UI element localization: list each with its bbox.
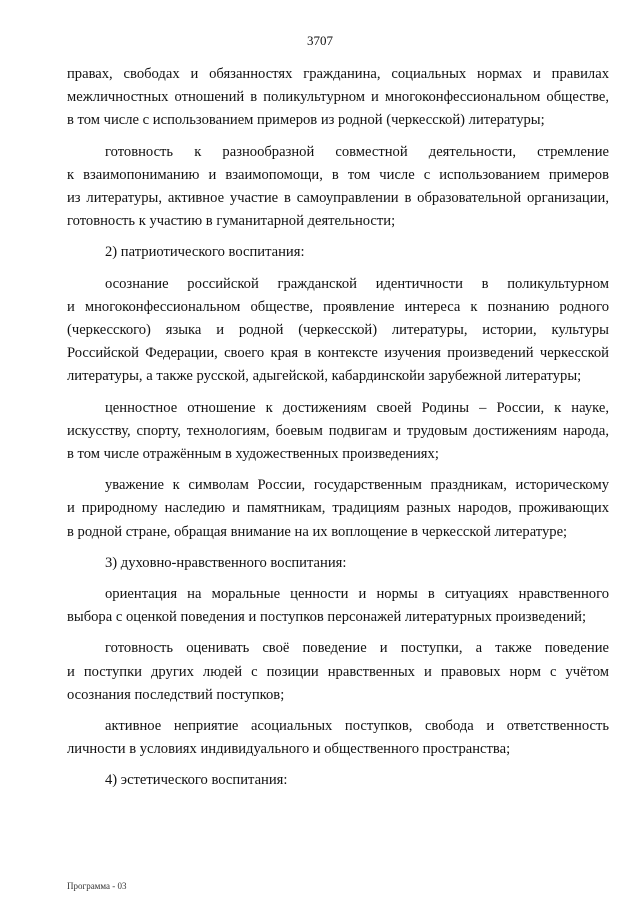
paragraph bbox=[67, 397, 609, 467]
paragraph bbox=[67, 63, 609, 133]
text-line: из литературы, активное участие в самоуправлении в образовательной организации, bbox=[67, 190, 609, 207]
paragraph bbox=[67, 474, 609, 544]
section-heading bbox=[67, 241, 609, 264]
paragraph bbox=[67, 715, 609, 761]
text-line: готовность к разнообразной совместной деятельности, стремление bbox=[105, 143, 609, 160]
text-line: активное неприятие асоциальных поступков, свобода и ответственность bbox=[105, 718, 609, 735]
paragraph bbox=[67, 141, 609, 234]
text-line: 3) духовно-нравственного воспитания: bbox=[105, 554, 347, 571]
text-line: межличностных отношений в поликультурном и многоконфессиональном обществе, bbox=[67, 89, 609, 106]
text-line: литературы, а также русской, адыгейской, кабардинскойи зарубежной литературы; bbox=[67, 368, 582, 385]
text-line: искусству, спорту, технологиям, боевым подвигам и трудовым достижениям народа, bbox=[67, 422, 609, 439]
text-line: уважение к символам России, государственным праздникам, историческому bbox=[105, 477, 609, 494]
text-line: личности в условиях индивидуального и общественного пространства; bbox=[67, 741, 511, 758]
section-heading bbox=[67, 552, 609, 575]
paragraph bbox=[67, 273, 609, 389]
text-line: ориентация на моральные ценности и нормы в ситуациях нравственного bbox=[105, 586, 609, 603]
text-line: готовность оценивать своё поведение и поступки, а также поведение bbox=[105, 640, 609, 657]
text-line: в том числе отражённым в художественных произведениях; bbox=[67, 446, 439, 463]
paragraph bbox=[67, 583, 609, 629]
section-heading bbox=[67, 769, 609, 792]
text-line: в том числе с использованием примеров из родной (черкесской) литературы; bbox=[67, 112, 545, 129]
text-line: ценностное отношение к достижениям своей Родины – России, к науке, bbox=[105, 399, 609, 416]
text-line: готовность к участию в гуманитарной деятельности; bbox=[67, 213, 396, 230]
text-line: осознания последствий поступков; bbox=[67, 686, 285, 703]
footer-label: Программа - 03 bbox=[67, 881, 127, 891]
text-line: (черкесского) языка и родной (черкесской) литературы, истории, культуры bbox=[67, 322, 609, 339]
text-line: 4) эстетического воспитания: bbox=[105, 772, 288, 789]
page-number: 3707 bbox=[307, 33, 333, 48]
text-line: правах, свободах и обязанностях гражданина, социальных нормах и правилах bbox=[67, 66, 609, 82]
text-line: к взаимопониманию и взаимопомощи, в том числе с использованием примеров bbox=[67, 166, 609, 183]
text-line: выбора с оценкой поведения и поступков персонажей литературных произведений; bbox=[67, 609, 587, 626]
document-body bbox=[67, 63, 609, 801]
text-line: в родной стране, обращая внимание на их воплощение в черкесской литературе; bbox=[67, 523, 568, 540]
text-line: Российской Федерации, своего края в контексте изучения произведений черкесской bbox=[67, 345, 609, 362]
text-line: 2) патриотического воспитания: bbox=[105, 244, 305, 261]
text-line: и природному наследию и памятникам, традициям разных народов, проживающих bbox=[67, 500, 609, 517]
text-line: осознание российской гражданской идентичности в поликультурном bbox=[105, 275, 609, 292]
paragraph bbox=[67, 637, 609, 707]
text-line: и многоконфессиональном обществе, проявление интереса к познанию родного bbox=[67, 298, 609, 315]
text-line: и поступки других людей с позиции нравственных и правовых норм с учётом bbox=[67, 663, 609, 680]
